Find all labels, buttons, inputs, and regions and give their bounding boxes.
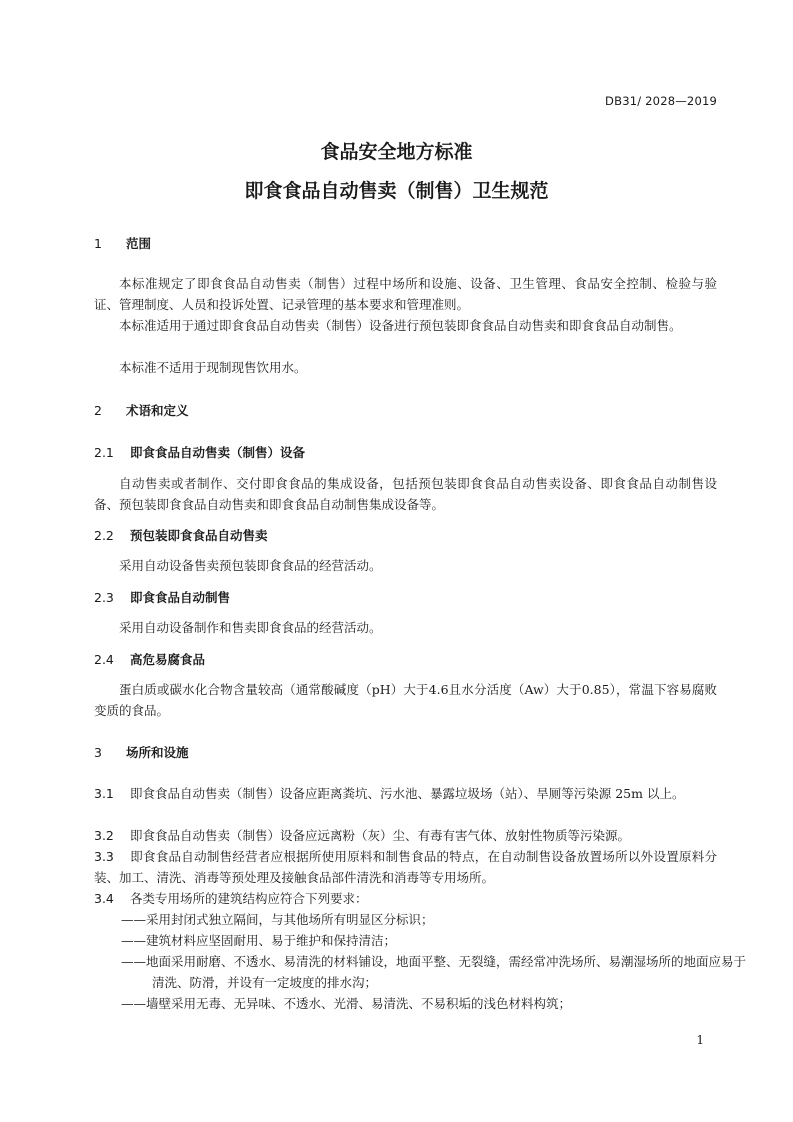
clause-3-2 [94, 825, 717, 846]
term-heading-2-4 [94, 650, 205, 668]
term-title: 预包装即食食品自动售卖 [130, 528, 268, 543]
document-title-line1: 食品安全地方标准 [320, 141, 473, 163]
page-number: 1 [696, 1033, 704, 1047]
clause-text: 即食食品自动售卖（制售）设备应远离粉（灰）尘、有毒有害气体、放射性物质等污染源。 [130, 828, 631, 843]
clause-number: 3.4 [94, 891, 114, 906]
list-item: ——墙壁采用无毒、无异味、不透水、光滑、易清洗、不易积垢的浅色材料构筑； [121, 996, 572, 1011]
section-number: 1 [94, 236, 102, 251]
term-definition-2-1: 自动售卖或者制作、交付即食食品的集成设备，包括预包装即食食品自动售卖设备、即食食品自动制售设备、预包装即食食品自动售卖和即食食品自动制售集成设备等。 [94, 476, 717, 512]
term-number: 2.1 [94, 445, 114, 460]
clause-3-4 [94, 888, 717, 909]
list-item: ——建筑材料应坚固耐用、易于维护和保持清洁； [121, 933, 397, 948]
term-number: 2.3 [94, 590, 114, 605]
clause-3-3 [94, 846, 717, 888]
section-heading-scope [94, 234, 151, 252]
clause-number: 3.1 [94, 786, 114, 801]
section-title: 场所和设施 [126, 745, 189, 760]
scope-paragraph-3: 本标准不适用于现制现售饮用水。 [119, 360, 307, 375]
term-definition-2-2: 采用自动设备售卖预包装即食食品的经营活动。 [119, 558, 382, 573]
clause-number: 3.2 [94, 828, 114, 843]
section-heading-premises [94, 743, 189, 761]
clause-text: 各类专用场所的建筑结构应符合下列要求： [130, 891, 368, 906]
clause-3-1 [94, 783, 717, 804]
standard-number: DB31/ 2028—2019 [605, 94, 717, 108]
clause-number: 3.3 [94, 849, 114, 864]
clause-text: 即食食品自动制售经营者应根据所使用原料和制售食品的特点，在自动制售设备放置场所以外设置原料分装、加工、清洗、消毒等预处理及接触食品部件清洗和消毒等专用场所。 [94, 849, 717, 885]
section-title: 术语和定义 [126, 403, 189, 418]
term-number: 2.2 [94, 528, 114, 543]
term-number: 2.4 [94, 652, 114, 667]
section-number: 3 [94, 745, 102, 760]
term-definition-2-3: 采用自动设备制作和售卖即食食品的经营活动。 [119, 620, 382, 635]
scope-paragraph-2: 本标准适用于通过即食食品自动售卖（制售）设备进行预包装即食食品自动售卖和即食食品自动制售。 [119, 318, 682, 333]
term-heading-2-1 [94, 443, 305, 461]
section-title: 范围 [126, 236, 152, 251]
clause-text: 即食食品自动售卖（制售）设备应距离粪坑、污水池、暴露垃圾场（站）、旱厕等污染源 25m 以上。 [130, 786, 685, 801]
section-heading-terms [94, 401, 189, 419]
term-heading-2-2 [94, 526, 268, 544]
term-definition-2-4: 蛋白质或碳水化合物含量较高（通常酸碱度（pH）大于4.6且水分活度（Aw）大于0.85），常温下容易腐败变质的食品。 [94, 682, 717, 718]
scope-paragraph-1: 本标准规定了即食食品自动售卖（制售）过程中场所和设施、设备、卫生管理、食品安全控制、检验与验证、管理制度、人员和投诉处置、记录管理的基本要求和管理准则。 [94, 276, 717, 312]
term-title: 即食食品自动售卖（制售）设备 [130, 445, 306, 460]
term-title: 高危易腐食品 [130, 652, 206, 667]
list-item: ——地面采用耐磨、不透水、易清洗的材料铺设，地面平整、无裂缝，需经常冲洗场所、易潮湿场所的地面应易于清洗、防滑，并设有一定坡度的排水沟； [121, 954, 747, 990]
document-title-line2: 即食食品自动售卖（制售）卫生规范 [244, 180, 549, 202]
term-title: 即食食品自动制售 [130, 590, 231, 605]
term-heading-2-3 [94, 588, 230, 606]
list-item: ——采用封闭式独立隔间，与其他场所有明显区分标识； [121, 912, 434, 927]
section-number: 2 [94, 403, 102, 418]
